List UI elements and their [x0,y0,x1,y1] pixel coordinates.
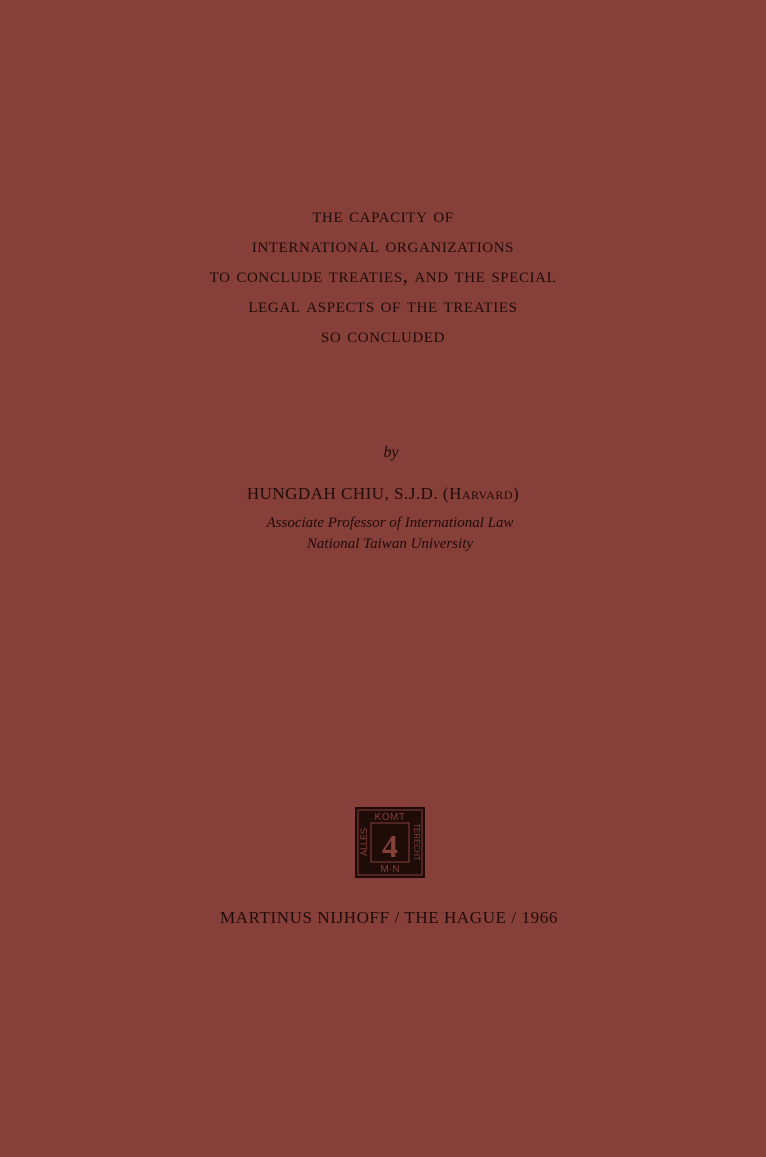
title-line-1: the capacity of [312,203,454,227]
title-line-3: to conclude treaties, and the special [209,263,557,287]
emblem-right-text: TERECHT [412,823,421,861]
title-line-5: so concluded [320,323,446,347]
title-line-2: international organizations [251,233,515,257]
author-position: Associate Professor of International Law [266,515,514,531]
emblem-bottom-text: M·N [380,864,400,875]
author-degree-school: (Harvard) [442,484,520,503]
emblem-top-text: KOMT [374,812,406,823]
publisher-emblem-icon [355,807,425,878]
byline: by [383,444,399,461]
publisher-imprint: MARTINUS NIJHOFF / THE HAGUE / 1966 [220,908,558,927]
author-line [0,484,766,504]
emblem-center-text: 4 [382,828,398,864]
author-name: HUNGDAH CHIU, S.J.D. [246,484,439,503]
author-affiliation [0,513,766,555]
author-institution: National Taiwan University [306,536,474,552]
emblem-left-text: ALLES [359,827,369,857]
book-title [0,200,766,350]
title-line-4: legal aspects of the treaties [248,293,518,317]
